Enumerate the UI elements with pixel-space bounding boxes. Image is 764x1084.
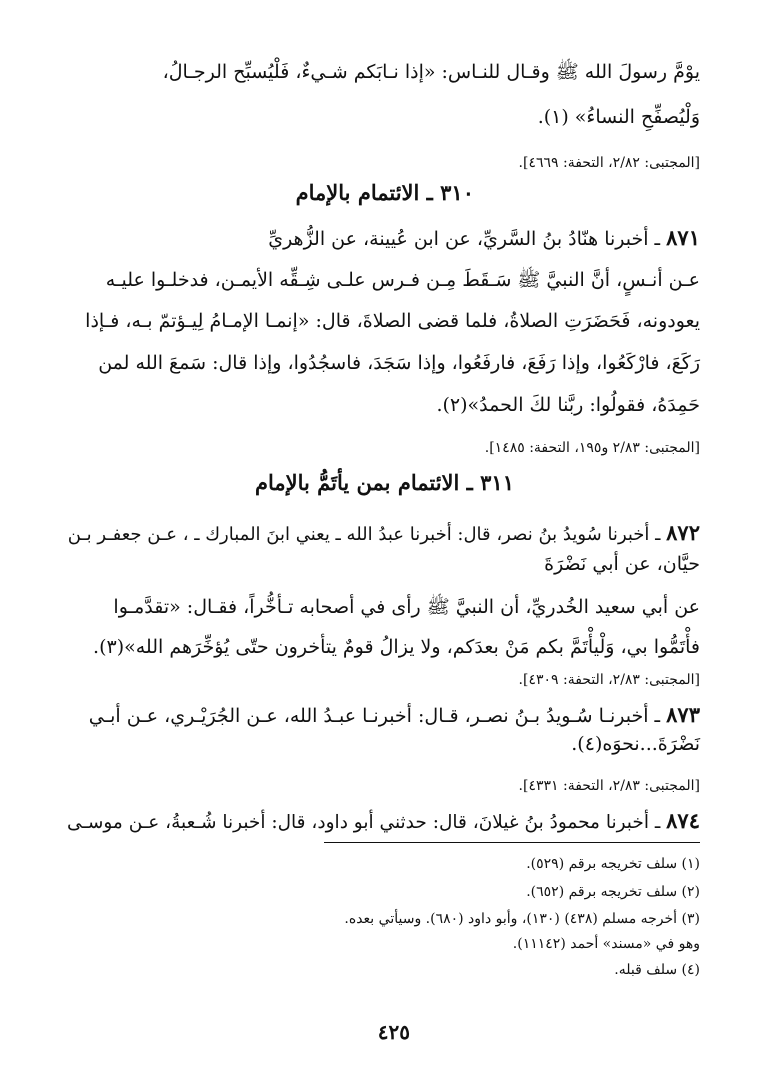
hadith-isnad [67,808,700,833]
hadith-number: ٨٧١ [666,225,700,250]
isnad-text: ـ أخبرنـا سُـويدُ بـنُ نصـر، قـال: أخبرنـا عبـدُ الله، عـن الجُرَيْـري، عـن أبـي [88,705,667,727]
text-line: رَكَعَ، فارْكَعُوا، وإذا رَفَعَ، فارفَعُوا، وإذا سَجَدَ، فاسجُدُوا، وإذا قال: سَمعَ الله لمن [98,352,700,374]
hadith-isnad [89,702,700,727]
footnote-separator [324,842,700,843]
hadith-isnad [268,225,700,250]
footnote: (٣) أخرجه مسلم (٤٣٨) (١٣٠)، وأبو داود (٦٨٠). وسيأتي بعده. [344,911,700,927]
text-line: يوْمَّ رسولَ الله ﷺ وقـال للنـاس: «إذا نـابَكم شـيءٌ، فَلْيُسبِّح الرجـالُ، [162,61,700,83]
footnote: وهو في «مسند» أحمد (١١١٤٢). [512,936,700,952]
citation: [المجتبى: ٢/٨٣، التحفة: ٤٣٣١]. [518,778,700,794]
text-line: نَضْرَةَ...نحوَه(٤). [571,733,700,755]
footnote: (١) سلف تخريجه برقم (٥٢٩). [526,856,700,872]
text-line: وَلْيُصفِّحِ النساءُ» (١). [537,106,700,128]
text-line: عن أبي سعيد الخُدريِّ، أن النبيَّ ﷺ رأى في أصحابه تـأخُّراً، فقـال: «تقدَّمـوا [113,596,700,618]
text-line: يعودونه، فَحَضَرَتِ الصلاةُ، فلما قضى الصلاةَ، قال: «إنمـا الإمـامُ لِيـؤتمّ بـه، فـإذا [85,310,700,332]
citation: [المجتبى: ٢/٨٣، التحفة: ٤٣٠٩]. [518,672,700,688]
isnad-text: ـ أخبرنا سُويدُ بنُ نصر، قال: أخبرنا عبدُ الله ـ يعني ابنَ المبارك ـ ، عـن جعفـر بـن [67,524,667,545]
isnad-text: ـ أخبرنا محمودُ بنُ غيلانَ، قال: حدثني أبو داود، قال: أخبرنا شُـعبةُ، عـن موسـى [67,812,667,833]
isnad-text: ـ أخبرنا هنّادُ بنُ السَّريِّ، عن ابن عُيينة، عن الزُّهريِّ [268,228,667,250]
text-line: فأْتَمُّوا بي، وَلْيأْتَمَّ بكم مَنْ بعدَكم، ولا يزالُ قومٌ يتأخرون حتّى يُؤخِّرَهم الله»(٣). [93,636,700,658]
hadith-number: ٨٧٢ [666,520,700,545]
hadith-number: ٨٧٣ [666,702,700,727]
citation: [المجتبى: ٢/٨٢، التحفة: ٤٦٦٩]. [518,155,700,171]
chapter-heading: ٣١١ ـ الائتمام بمن يأتَمُّ بالإمام [255,470,514,495]
footnote: (٤) سلف قبله. [614,962,700,978]
hadith-isnad [68,520,700,545]
text-line: عـن أنـسٍ، أنَّ النبيَّ ﷺ سَـقَطَ مِـن فـرس علـى شِـقِّه الأيمـن، فدخلـوا عليـه [105,269,700,291]
chapter-heading: ٣١٠ ـ الائتمام بالإمام [295,180,474,205]
text-line: حيَّان، عن أبي نَضْرَةَ [544,553,700,575]
footnote: (٢) سلف تخريجه برقم (٦٥٢). [526,884,700,900]
citation: [المجتبى: ٢/٨٣ و١٩٥، التحفة: ١٤٨٥]. [484,440,700,456]
hadith-number: ٨٧٤ [666,808,700,833]
text-line: حَمِدَهُ، فقولُوا: ربَّنا لكَ الحمدُ»(٢). [436,394,700,416]
page-number: ٤٢٥ [377,1020,410,1044]
